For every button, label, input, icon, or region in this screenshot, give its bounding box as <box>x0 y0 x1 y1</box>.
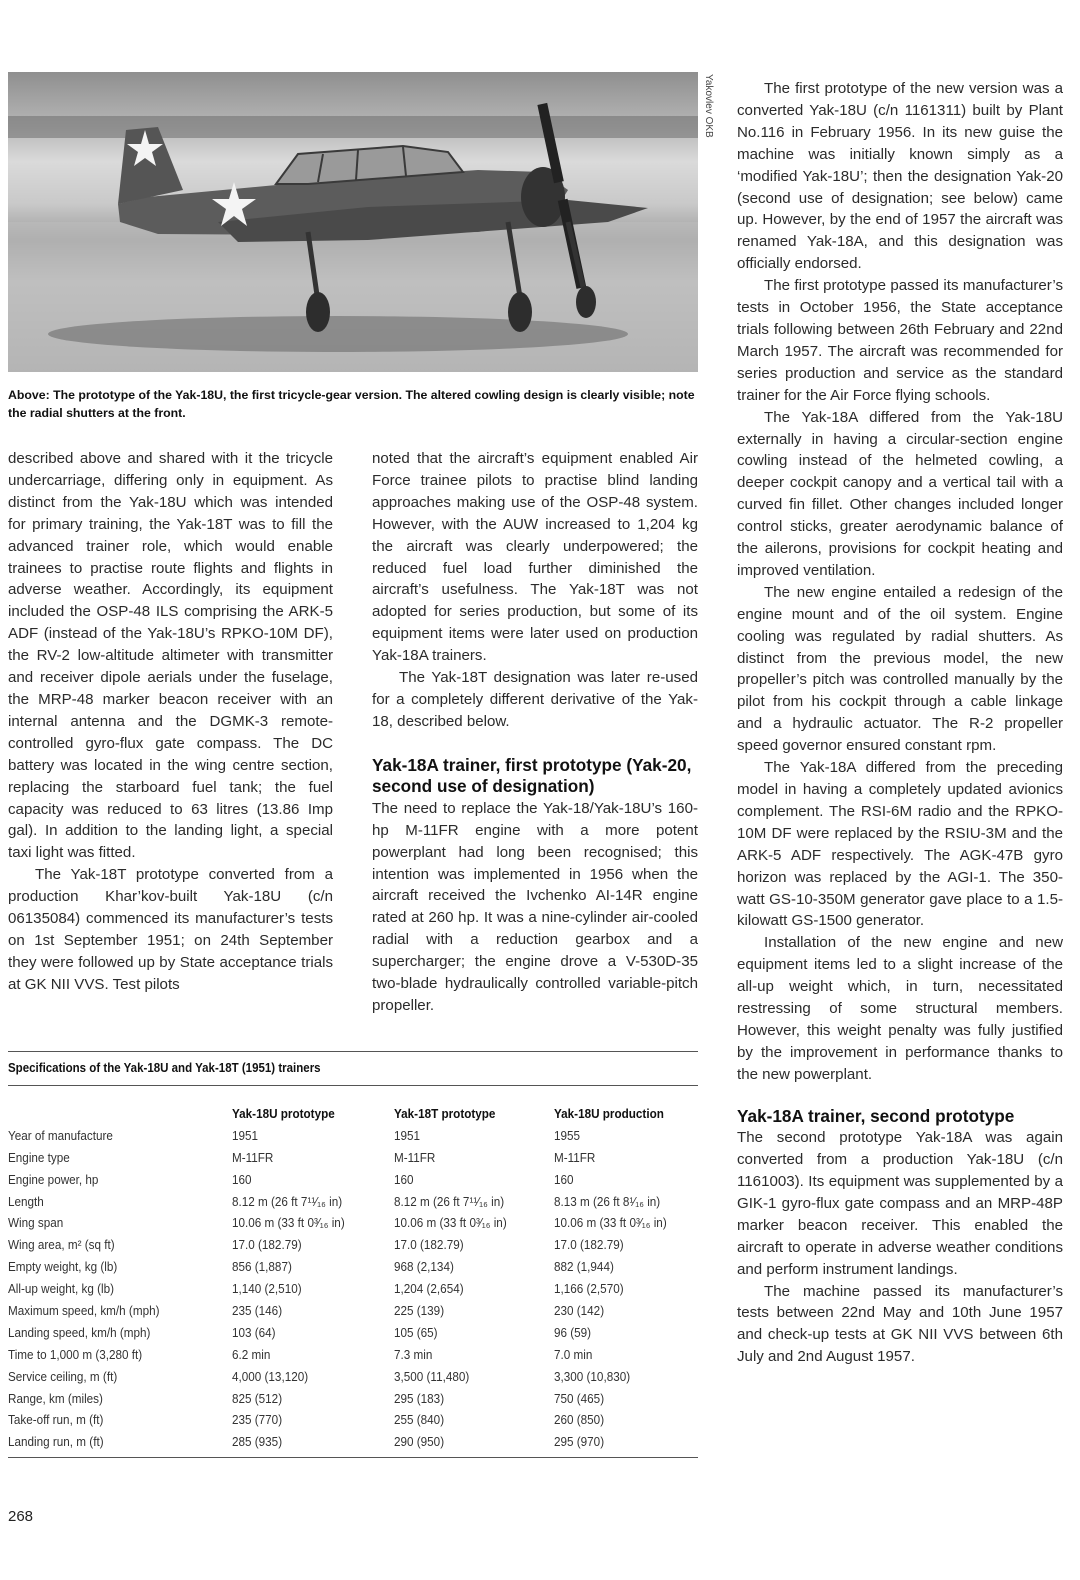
table-cell: M-11FR <box>394 1149 436 1165</box>
table-row <box>8 1281 698 1303</box>
table-cell: M-11FR <box>554 1149 596 1165</box>
table-cell: 8.12 m (26 ft 7¹¹⁄₁₆ in) <box>394 1193 505 1209</box>
photo-credit: Yakovlev OKB <box>703 74 714 138</box>
table-cell: 6.2 min <box>232 1346 271 1362</box>
table-cell: 260 (850) <box>554 1412 605 1428</box>
table-cell: Take-off run, m (ft) <box>8 1412 104 1428</box>
table-cell: 10.06 m (33 ft 0³⁄₁₆ in) <box>232 1215 345 1231</box>
table-cell: Engine type <box>8 1149 70 1165</box>
table-cell: 160 <box>554 1171 574 1187</box>
table-row <box>8 1325 698 1347</box>
paragraph: The need to replace the Yak-18/Yak-18U’s 160-hp M-11FR engine with a more potent powerplant had long been recognised; this intention was implemented in 1956 when the aircraft received the Ivchenko AI-14R engine rated at 260 hp. It was a nine-cylinder air-cooled radial with a reduction gearbox and a supercharger; the engine drove a V-530D-35 two-blade hydraulically controlled variable-pitch propeller. <box>372 799 698 1014</box>
table-row <box>8 1412 698 1434</box>
table-cell: 17.0 (182.79) <box>554 1237 624 1253</box>
section-heading: Yak-18A trainer, second prototype <box>737 1105 1015 1126</box>
table-cell: Empty weight, kg (lb) <box>8 1259 118 1275</box>
table-cell: 1,140 (2,510) <box>232 1281 302 1297</box>
paragraph: The machine passed its manufacturer’s tests between 22nd May and 10th June 1957 and check-up tests at GK NII VVS between 6th July and 2nd August 1957. <box>737 1282 1063 1366</box>
table-header-cell: Yak-18T prototype <box>394 1106 496 1121</box>
table-cell: Range, km (miles) <box>8 1390 103 1406</box>
table-title-rule <box>8 1085 698 1086</box>
spec-table <box>8 1106 698 1456</box>
table-cell: Landing run, m (ft) <box>8 1434 104 1450</box>
table-row <box>8 1259 698 1281</box>
table-cell: 96 (59) <box>554 1324 592 1340</box>
table-cell: M-11FR <box>232 1149 274 1165</box>
paragraph: The Yak-18A differed from the preceding model in having a completely updated avionics complement. The RSI-6M radio and the RPKO-10M DF were replaced by the RSIU-3M and the ARK-5 ADF respectively. The AGK-47B gyro horizon was replaced by the AGI-1. The 350-watt GS-10-350M generator gave place to a 1.5-kilowatt GS-1500 generator. <box>737 759 1063 930</box>
paragraph: noted that the aircraft’s equipment enabled Air Force trainee pilots to practise blind landing approaches making use of the OSP-48 system. However, with the AUW increased to 1,204 kg the aircraft was clearly underpowered; the reduced fuel load further diminished the aircraft’s usefulness. The Yak-18T was not adopted for series production, but some of its equipment items were later used on production Yak-18A trainers. <box>372 450 698 665</box>
table-row <box>8 1347 698 1369</box>
section-heading: Yak-18A trainer, first prototype (Yak-20, second use of designation) <box>372 754 692 797</box>
paragraph: The Yak-18A differed from the Yak-18U externally in having a circular-section engine cowling instead of the helmeted cowling, a deeper cockpit canopy and a vertical tail with a curved fin fillet. Other changes included longer control sticks, greater aerodynamic balance of the ailerons, provisions for cockpit heating and improved ventilation. <box>737 408 1063 579</box>
table-cell: 235 (146) <box>232 1303 283 1319</box>
paragraph: The new engine entailed a redesign of the engine mount and of the oil system. Engine cooling was regulated by radial shutters. As distinct from the previous model, the new propeller’s pitch was controlled manually by the pilot from his cockpit through a cable linkage and a hydraulic actuator. The R-2 propeller speed governor ensured constant rpm. <box>737 583 1063 755</box>
table-cell: 17.0 (182.79) <box>394 1237 464 1253</box>
paragraph: described above and shared with it the tricycle undercarriage, differing only in equipment. As distinct from the Yak-18U which was intended for primary training, the Yak-18T was to fill the advanced trainer role, which would enable trainees to practise route flights and flights in adverse weather. Accordingly, its equipment included the OSP-48 ILS comprising the ARK-5 ADF (instead of the Yak-18U’s RPKO-10M DF), the RV-2 low-altitude altimeter with transmitter and receiver dipole aerials under the fuselage, the MRP-48 marker beacon receiver with an internal antenna and the DGMK-3 remote-controlled gyro-flux gate compass. The DC battery was located in the wing centre section, replacing the starboard fuel tank; the fuel capacity was reduced to 63 litres (13.86 Imp gal). In addition to the landing light, a special taxi light was fitted. <box>8 450 333 862</box>
table-cell: 825 (512) <box>232 1390 283 1406</box>
aircraft-photo <box>8 72 698 372</box>
table-cell: 968 (2,134) <box>394 1259 454 1275</box>
paragraph: The first prototype passed its manufacturer’s tests in October 1956, the State acceptance trials following between 26th February and 22nd March 1957. The aircraft was recommended for series production and service as the standard trainer for the Air Force flying schools. <box>737 277 1063 404</box>
table-cell: 290 (950) <box>394 1434 445 1450</box>
text-column-2 <box>372 448 698 1017</box>
table-header-cell: Yak-18U production <box>554 1106 664 1121</box>
table-cell: 8.13 m (26 ft 8¹⁄₁₆ in) <box>554 1193 661 1209</box>
paragraph: Installation of the new engine and new equipment items led to a slight increase of the all-up weight which, in turn, necessitated restressing of some structural members. However, this weight penalty was fully justified by the improvement in performance thanks to the new powerplant. <box>737 934 1063 1083</box>
table-header-cell: Yak-18U prototype <box>232 1106 335 1121</box>
table-cell: 160 <box>394 1171 414 1187</box>
paragraph: The first prototype of the new version was a converted Yak-18U (c/n 1161311) built by Plant No.116 in February 1956. In its new guise the machine was initially known simply as a ‘modified Yak-18U’; then the designation Yak-20 (second use of designation; see below) came up. However, by the end of 1957 the aircraft was renamed Yak-18A, and this designation was officially endorsed. <box>737 80 1063 273</box>
table-cell: 1,166 (2,570) <box>554 1281 624 1297</box>
table-cell: 882 (1,944) <box>554 1259 614 1275</box>
table-row <box>8 1194 698 1216</box>
table-cell: 3,300 (10,830) <box>554 1368 631 1384</box>
table-cell: 1951 <box>394 1127 421 1143</box>
table-cell: 255 (840) <box>394 1412 445 1428</box>
table-row <box>8 1303 698 1325</box>
table-bottom-rule <box>8 1457 698 1458</box>
table-cell: 235 (770) <box>232 1412 283 1428</box>
table-cell: 750 (465) <box>554 1390 605 1406</box>
table-cell: 3,500 (11,480) <box>394 1368 470 1384</box>
table-cell: Service ceiling, m (ft) <box>8 1368 118 1384</box>
table-cell: 160 <box>232 1171 252 1187</box>
text-column-3 <box>737 78 1063 1368</box>
table-row <box>8 1391 698 1413</box>
paragraph: The Yak-18T designation was later re-used for a completely different derivative of the Yak-18, described below. <box>372 669 698 730</box>
table-cell: 7.0 min <box>554 1346 593 1362</box>
table-cell: All-up weight, kg (lb) <box>8 1281 115 1297</box>
spec-table-title: Specifications of the Yak-18U and Yak-18T (1951) trainers <box>8 1060 321 1075</box>
table-cell: 285 (935) <box>232 1434 283 1450</box>
table-cell: Landing speed, km/h (mph) <box>8 1324 151 1340</box>
table-cell: 4,000 (13,120) <box>232 1368 309 1384</box>
table-row <box>8 1215 698 1237</box>
table-cell: Maximum speed, km/h (mph) <box>8 1303 160 1319</box>
page-number: 268 <box>8 1508 34 1525</box>
table-cell: 1955 <box>554 1127 581 1143</box>
table-cell: Wing span <box>8 1215 64 1231</box>
table-cell: Wing area, m² (sq ft) <box>8 1237 115 1253</box>
table-cell: 105 (65) <box>394 1324 438 1340</box>
table-cell: 10.06 m (33 ft 0³⁄₁₆ in) <box>394 1215 507 1231</box>
table-cell: Time to 1,000 m (3,280 ft) <box>8 1346 143 1362</box>
table-row <box>8 1128 698 1150</box>
table-top-rule <box>8 1051 698 1052</box>
yak-18u-aircraft-image <box>8 72 698 372</box>
table-cell: Engine power, hp <box>8 1171 99 1187</box>
table-cell: 10.06 m (33 ft 0³⁄₁₆ in) <box>554 1215 667 1231</box>
table-cell: 103 (64) <box>232 1324 276 1340</box>
table-cell: 225 (139) <box>394 1303 445 1319</box>
paragraph: The second prototype Yak-18A was again converted from a production Yak-18U (c/n 1161003). Its equipment was supplemented by a GIK-1 gyro-flux gate compass and an MRP-48P marker beacon receiver. This enabled the aircraft to operate in adverse weather conditions and perform instrument landings. <box>737 1129 1063 1278</box>
table-cell: 295 (183) <box>394 1390 445 1406</box>
table-cell: 8.12 m (26 ft 7¹¹⁄₁₆ in) <box>232 1193 343 1209</box>
table-row <box>8 1172 698 1194</box>
table-row <box>8 1150 698 1172</box>
table-cell: 230 (142) <box>554 1303 605 1319</box>
table-row <box>8 1434 698 1456</box>
table-row <box>8 1369 698 1391</box>
table-cell: Length <box>8 1193 44 1209</box>
table-cell: Year of manufacture <box>8 1127 113 1143</box>
table-cell: 1951 <box>232 1127 259 1143</box>
paragraph: The Yak-18T prototype converted from a production Khar’kov-built Yak-18U (c/n 06135084) commenced its manufacturer’s tests on 1st September 1951; on 24th September they were followed up by State acceptance trials at GK NII VVS. Test pilots <box>8 866 333 993</box>
photo-caption: Above: The prototype of the Yak-18U, the first tricycle-gear version. The altered cowling design is clearly visible; note the radial shutters at the front. <box>8 388 695 420</box>
table-cell: 295 (970) <box>554 1434 605 1450</box>
text-column-1 <box>8 448 333 996</box>
table-row <box>8 1237 698 1259</box>
table-header-row <box>8 1106 698 1128</box>
table-cell: 1,204 (2,654) <box>394 1281 464 1297</box>
table-cell: 856 (1,887) <box>232 1259 292 1275</box>
table-cell: 17.0 (182.79) <box>232 1237 302 1253</box>
table-cell: 7.3 min <box>394 1346 433 1362</box>
